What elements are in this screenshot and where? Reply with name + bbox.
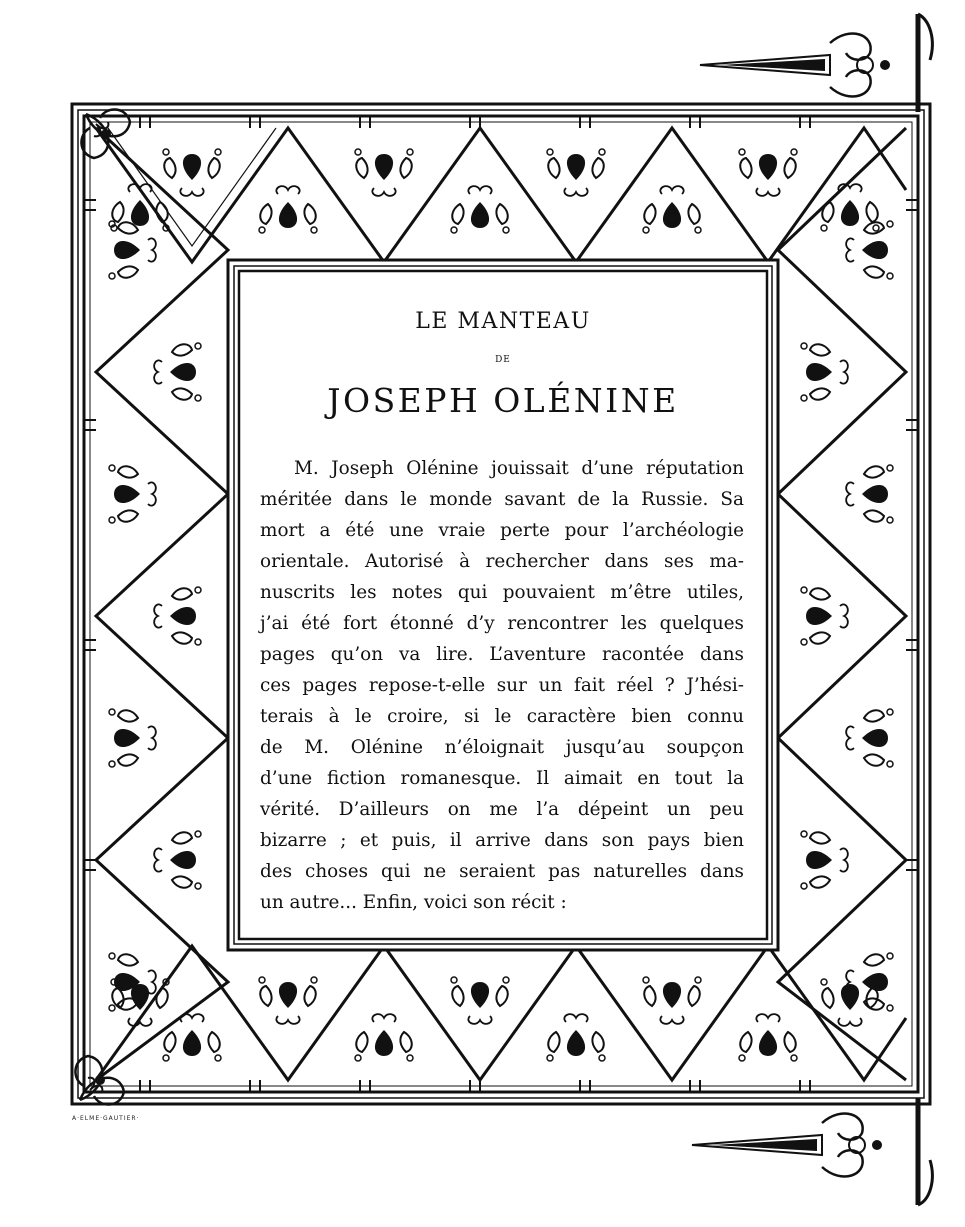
title-de: DE [495,355,511,365]
body-line: pages qu’on va lire. L’aventure racontée dans [260,644,744,665]
body-line: bizarre ; et puis, il arrive dans son pays bien [260,830,744,851]
body-line: nuscrits les notes qui pouvaient m’être utiles, [260,582,744,603]
body-line: ces pages repose-t-elle sur un fait réel ? J’hési- [260,675,744,696]
body-line: vérité. D’ailleurs on me l’a dépeint un peu [260,799,744,820]
body-line: j’ai été fort étonné d’y rencontrer les quelques [260,613,744,634]
body-line: de M. Olénine n’éloignait jusqu’au soupçon [260,737,744,758]
text-panel [241,273,765,937]
body-paragraph [260,453,744,918]
body-line: un autre... Enfin, voici son récit : [260,892,567,913]
engraver-signature: A·ELME·GAUTIER· [72,1115,140,1122]
body-line: méritée dans le monde savant de la Russie. Sa [260,489,744,510]
body-line: des choses qui ne seraient pas naturelles dans [260,861,744,882]
body-line: mort a été une vraie perte pour l’archéologie [260,520,744,541]
body-line: terais à le croire, si le caractère bien connu [260,706,744,727]
body-line: orientale. Autorisé à rechercher dans ses ma- [260,551,744,572]
body-line: d’une fiction romanesque. Il aimait en tout la [260,768,744,789]
body-line: M. Joseph Olénine jouissait d’une réputation [294,458,744,479]
title-le-manteau: LE MANTEAU [415,309,591,334]
title-joseph-olenine: JOSEPH OLÉNINE [327,381,679,420]
